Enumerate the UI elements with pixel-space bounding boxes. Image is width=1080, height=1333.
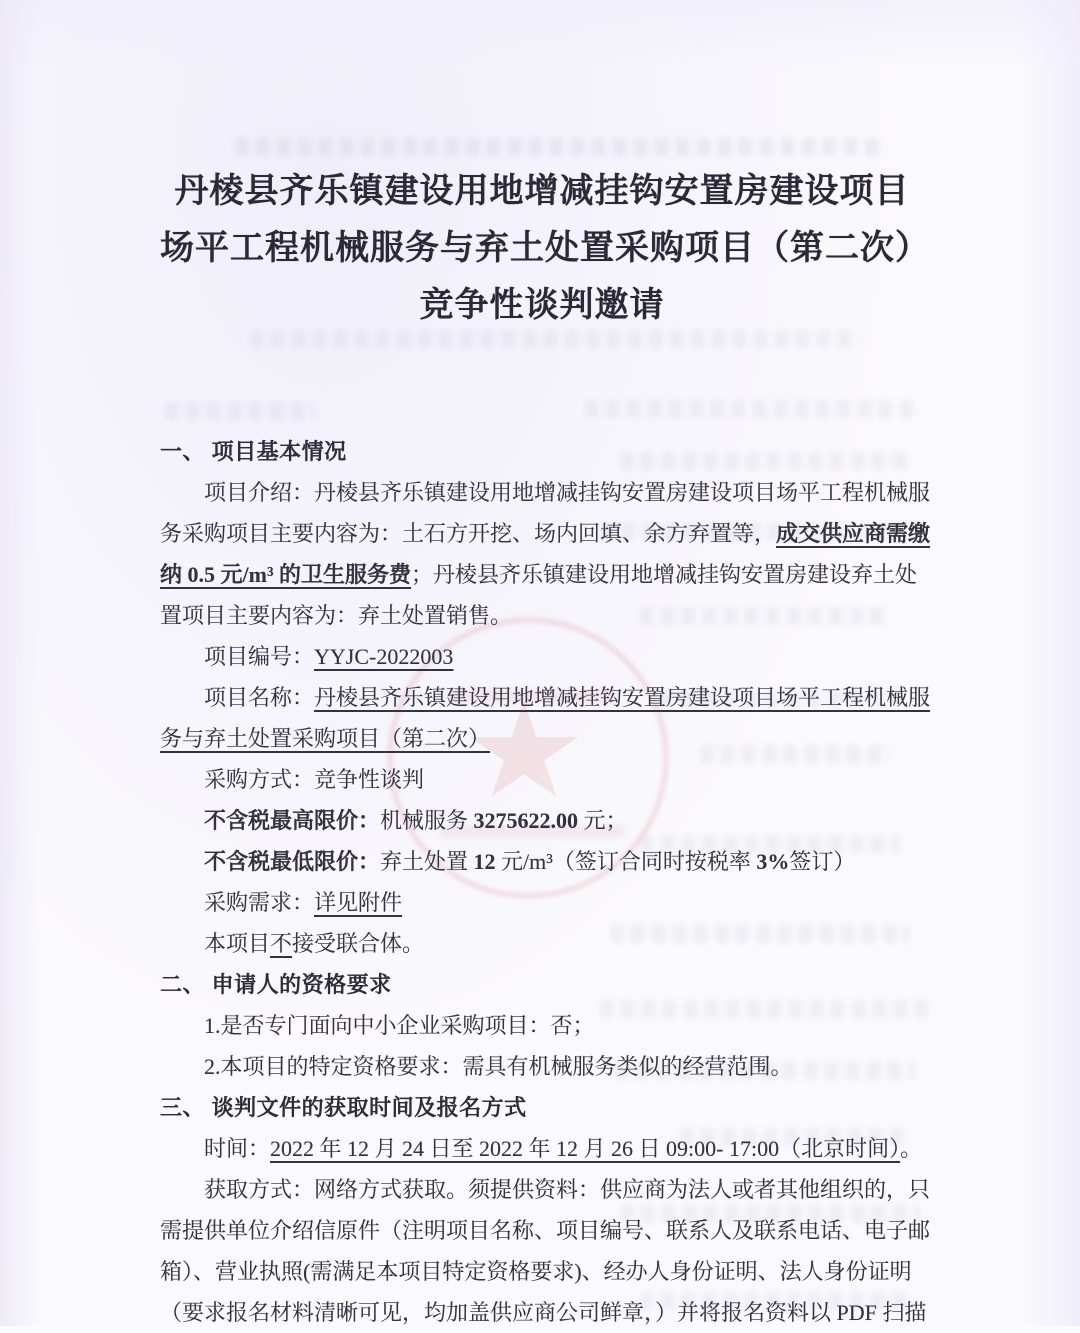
doc-text-segment: 详见附件 (314, 890, 403, 915)
doc-text-segment: 不 (270, 931, 293, 956)
doc-line (160, 1251, 924, 1292)
doc-line (160, 1005, 924, 1046)
doc-line (160, 1169, 931, 1210)
doc-text-segment: 12 (473, 849, 496, 874)
doc-text-segment: 3275622.00 (473, 808, 579, 833)
doc-line (160, 923, 924, 964)
doc-title-line: 竞争性谈判邀请 (419, 287, 665, 324)
doc-text-segment: 签订） (789, 849, 856, 874)
doc-text-segment: 箱）、营业执照(需满足本项目特定资格要求)、经办人身份证明、法人身份证明 (160, 1259, 912, 1284)
doc-text-segment: 务与弃土处置采购项目（第二次） (160, 726, 491, 751)
doc-text-segment: （要求报名材料清晰可见，均加盖供应商公司鲜章，）并将报名资料以 PDF 扫描 (160, 1300, 927, 1325)
doc-text-segment: 一、 项目基本情况 (160, 439, 347, 464)
doc-line (160, 595, 924, 636)
doc-text-segment: 2.本项目的特定资格要求：需具有机械服务类似的经营范围。 (204, 1054, 793, 1079)
bleed-smudge (235, 138, 885, 156)
doc-line (160, 472, 931, 513)
doc-text-segment: 。 (900, 1136, 923, 1161)
doc-text-segment: 务采购项目主要内容为：土石方开挖、场内回填、余方弃置等， (160, 521, 777, 546)
doc-text-segment: 纳 0.5 元/m³ 的卫生服务费 (160, 562, 412, 587)
doc-body (160, 431, 931, 1333)
doc-text-segment: 元/m³（签订合同时按税率 (495, 849, 757, 874)
doc-text-segment: 3% (756, 849, 790, 874)
doc-text-segment: 机械服务 (380, 808, 474, 833)
doc-text-segment: 置项目主要内容为：弃土处置销售。 (160, 603, 513, 628)
doc-line (160, 759, 924, 800)
doc-text-segment: 接受联合体。 (292, 931, 425, 956)
doc-text-segment: 2022 年 12 月 24 日至 2022 年 12 月 26 日 09:00- 17:00（北京时间） (270, 1136, 901, 1161)
document-content (160, 163, 931, 1333)
doc-text-segment: 采购需求： (204, 890, 315, 915)
doc-section-heading (160, 1087, 924, 1128)
doc-line (160, 1128, 924, 1169)
doc-line (160, 882, 924, 923)
doc-text-segment: 弃土处置 (380, 849, 474, 874)
doc-text-segment: 时间： (204, 1136, 271, 1161)
doc-title-line: 丹棱县齐乐镇建设用地增减挂钩安置房建设项目 (174, 173, 910, 210)
doc-text-segment: 不含税最高限价： (204, 808, 381, 833)
doc-line (160, 1046, 924, 1087)
doc-line (160, 677, 931, 718)
doc-text-segment: 需提供单位介绍信原件（注明项目名称、项目编号、联系人及联系电话、电子邮 (160, 1218, 931, 1243)
doc-text-segment: 不含税最低限价： (204, 849, 381, 874)
doc-text-segment: 三、 谈判文件的获取时间及报名方式 (160, 1095, 527, 1120)
doc-text-segment: YYJC-2022003 (314, 644, 454, 669)
doc-text-segment: 二、 申请人的资格要求 (160, 972, 392, 997)
doc-text-segment: 项目编号： (204, 644, 315, 669)
doc-text-segment: 采购方式：竞争性谈判 (204, 767, 425, 792)
doc-text-segment: 本项目 (204, 931, 271, 956)
doc-text-segment: 1.是否专门面向中小企业采购项目：否； (204, 1013, 595, 1038)
doc-title (160, 163, 930, 334)
doc-title-line: 场平工程机械服务与弃土处置采购项目（第二次） (160, 230, 930, 267)
doc-line (160, 1210, 931, 1251)
doc-line (160, 841, 924, 882)
doc-text-segment: ；丹棱县齐乐镇建设用地增减挂钩安置房建设弃土处 (411, 562, 918, 587)
doc-line (160, 800, 924, 841)
doc-line (160, 718, 924, 759)
doc-line (160, 1292, 927, 1333)
doc-section-heading (160, 964, 924, 1005)
doc-text-segment: 项目名称： (204, 685, 315, 710)
doc-text-segment: 项目介绍：丹棱县齐乐镇建设用地增减挂钩安置房建设项目场平工程机械服 (204, 480, 931, 505)
doc-text-segment: 丹棱县齐乐镇建设用地增减挂钩安置房建设项目场平工程机械服 (314, 685, 931, 710)
doc-section-heading (160, 431, 924, 472)
doc-text-segment: 元； (578, 808, 628, 833)
doc-text-segment: 获取方式：网络方式获取。须提供资料：供应商为法人或者其他组织的，只 (204, 1177, 931, 1202)
doc-text-segment: 成交供应商需缴 (776, 521, 931, 546)
doc-line (160, 554, 924, 595)
doc-line (160, 636, 924, 677)
doc-line (160, 513, 931, 554)
